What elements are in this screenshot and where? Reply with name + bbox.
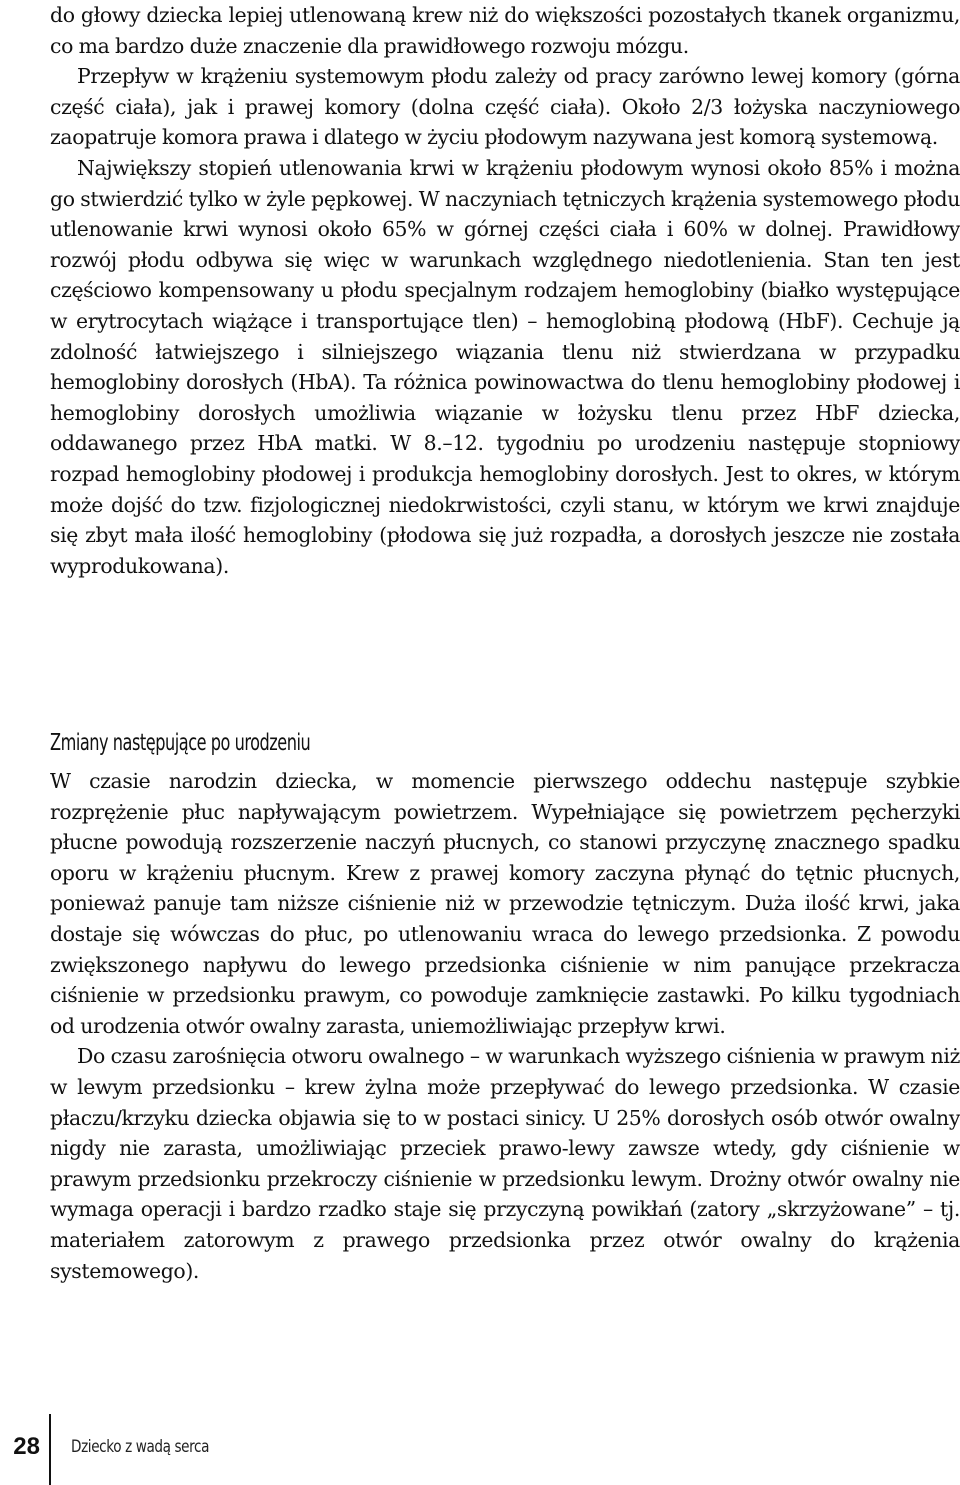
- page-number: 28: [13, 1433, 40, 1460]
- paragraph-systemic-flow: Przepływ w krążeniu systemowym płodu zależy od pracy zarówno lewej komory (górna część ciała), jak i prawej komory (dolna część ciała). Około 2/3 łożyska naczyniowego zaopatruje komora prawa i dlatego w życiu płodowym nazywana jest komorą systemową.: [50, 64, 960, 150]
- paragraph-birth-changes: W czasie narodzin dziecka, w momencie pierwszego oddechu następuje szybkie rozprężenie płuc napływającym powietrzem. Wypełniające się powietrzem pęcherzyki płucne powodują rozszerzenie naczyń płucnych, co stanowi przyczynę znacznego spadku oporu w krążeniu płucnym. Krew z prawej komory zaczyna płynąć do tętnic płucnych, ponieważ panuje tam niższe ciśnienie niż w przewodzie tętniczym. Duża ilość krwi, jaka dostaje się wówczas do płuc, po utlenowaniu wraca do lewego przedsionka. Z powodu zwiększonego napływu do lewego przedsionka ciśnienie w nim panujące przekracza ciśnienie w przedsionku prawym, co powoduje zamknięcie zastawki. Po kilku tygodniach od urodzenia otwór owalny zarasta, uniemożliwiając przepływ krwi.: [50, 769, 960, 1038]
- footer-divider: [49, 1414, 51, 1485]
- paragraph-foramen-ovale: Do czasu zarośnięcia otworu owalnego – w warunkach wyższego ciśnienia w prawym niż w lewym przedsionku – krew żylna może przepływać do lewego przedsionka. W czasie płaczu/krzyku dziecka objawia się to w postaci sinicy. U 25% dorosłych osób otwór owalny nigdy nie zarasta, umożliwiając przeciek prawo-lewy zawsze wtedy, gdy ciśnienie w prawym przedsionku przekroczy ciśnienie w przedsionku lewym. Drożny otwór owalny nie wymaga operacji i bardzo rzadko staje się przyczyną powikłań (zatory „skrzyżowane” – tj. materiałem zatorowym z prawego przedsionka przez otwór owalny do krążenia systemowego).: [50, 1044, 960, 1283]
- section-heading: Zmiany następujące po urodzeniu: [50, 730, 311, 756]
- paragraph-oxygenation: Największy stopień utlenowania krwi w krążeniu płodowym wynosi około 85% i można go stwierdzić tylko w żyle pępkowej. W naczyniach tętniczych krążenia systemowego płodu utlenowanie krwi wynosi około 65% w górnej części ciała i 60% w dolnej. Prawidłowy rozwój płodu odbywa się więc w warunkach względnego niedotlenienia. Stan ten jest częściowo kompensowany u płodu specjalnym rodzajem hemoglobiny (białko występujące w erytrocytach wiążące i transportujące tlen) – hemoglobiną płodową (HbF). Cechuje ją zdolność łatwiejszego i silniejszego wiązania tlenu niż stwierdzana w przypadku hemoglobiny dorosłych (HbA). Ta różnica powinowactwa do tlenu hemoglobiny płodowej i hemoglobiny dorosłych umożliwia wiązanie w łożysku tlenu przez HbF dziecka, oddawanego przez HbA matki. W 8.–12. tygodniu po urodzeniu następuje stopniowy rozpad hemoglobiny płodowej i produkcja hemoglobiny dorosłych. Jest to okres, w którym może dojść do tzw. fizjologicznej niedokrwistości, czyli stanu, w którym we krwi znajduje się zbyt mała ilość hemoglobiny (płodowa się już rozpadła, a dorosłych jeszcze nie została wyprodukowana).: [50, 155, 960, 578]
- running-footer-title: Dziecko z wadą serca: [71, 1437, 210, 1457]
- paragraph-continuation: do głowy dziecka lepiej utlenowaną krew niż do większości pozostałych tkanek organizmu, co ma bardzo duże znaczenie dla prawidłowego rozwoju mózgu.: [50, 3, 960, 58]
- body-text-top: [50, 0, 960, 581]
- body-text-section: [50, 766, 960, 1286]
